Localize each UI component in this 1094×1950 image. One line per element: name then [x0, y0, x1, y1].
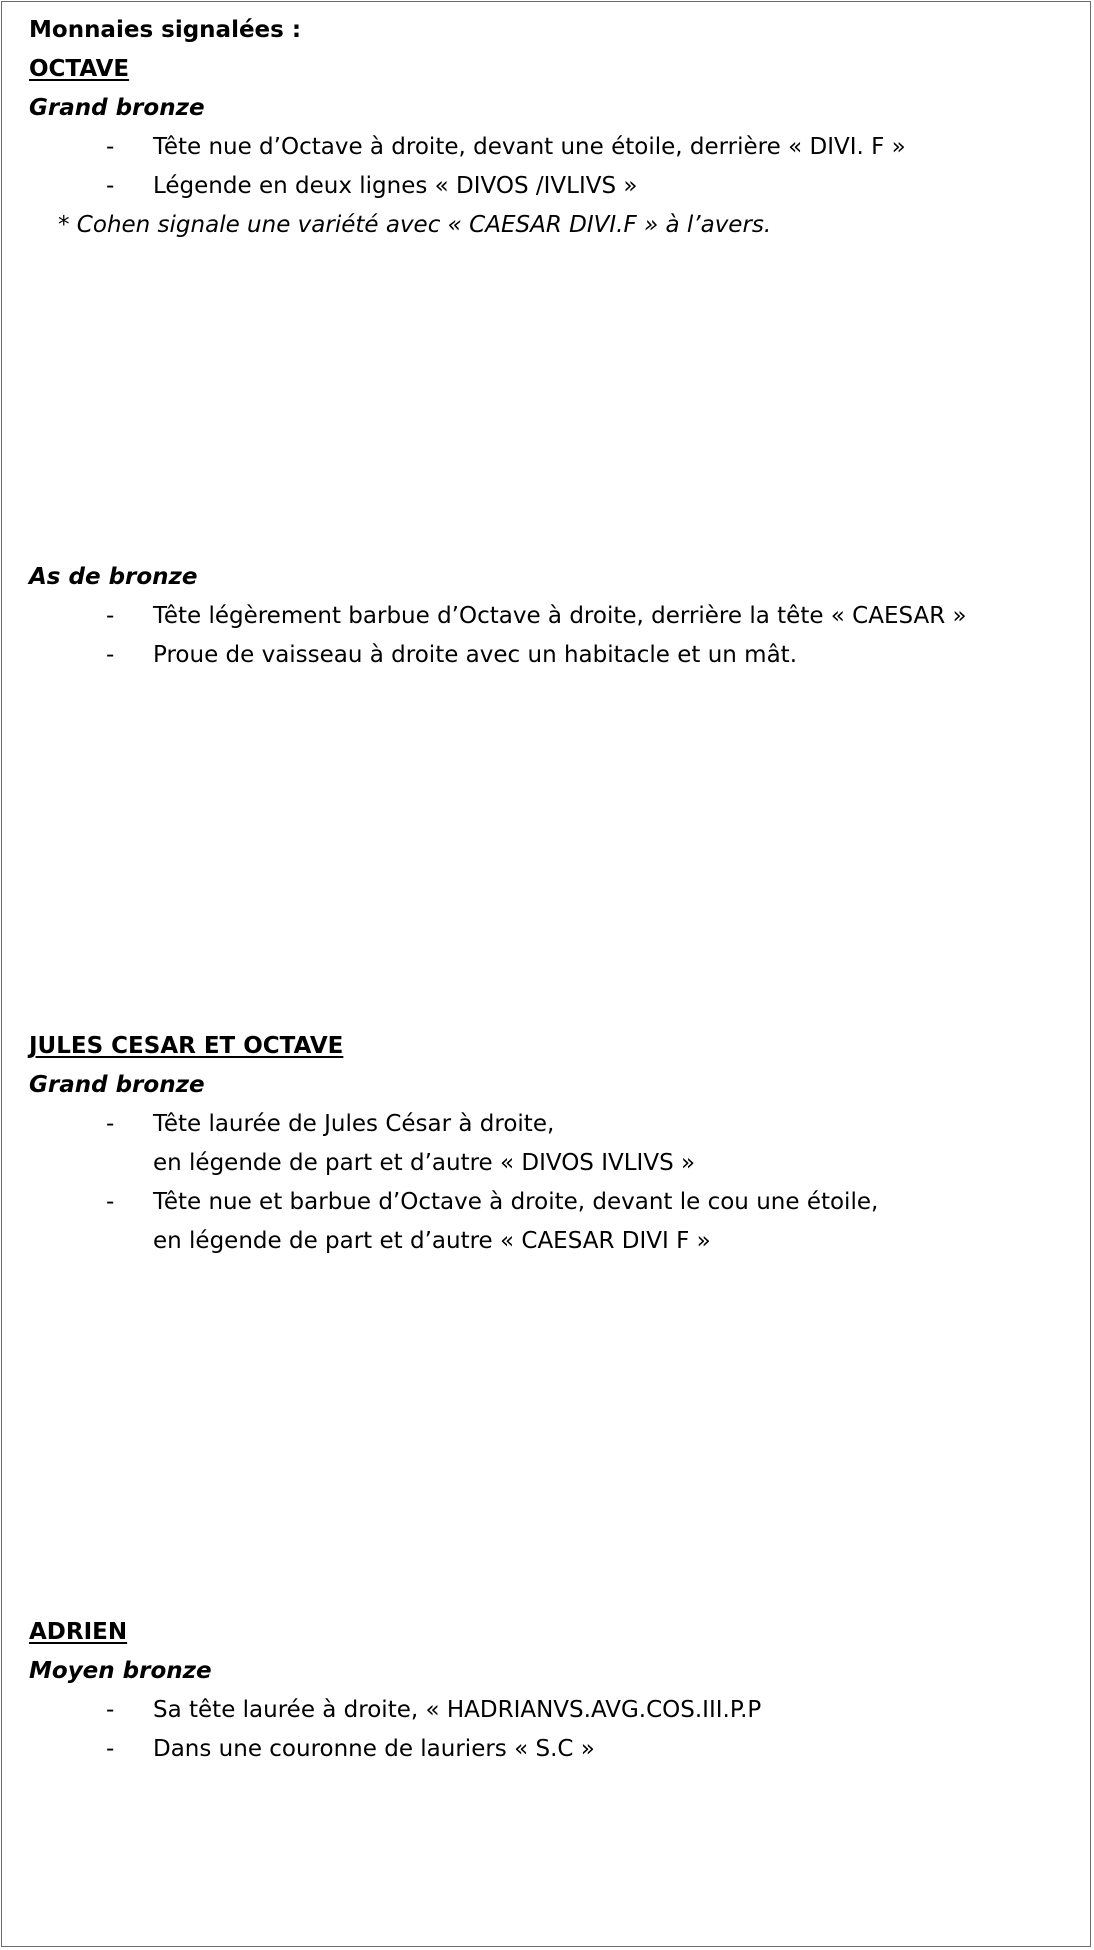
- list-item: Sa tête laurée à droite, « HADRIANVS.AVG.COS.III.P.P: [153, 1697, 762, 1723]
- coin-type-octave-as-de-bronze: As de bronze: [29, 564, 198, 590]
- coin-type-octave-grand-bronze: Grand bronze: [29, 95, 205, 121]
- list-bullet: -: [106, 1189, 115, 1215]
- list-item: Tête légèrement barbue d’Octave à droite, derrière la tête « CAESAR »: [153, 603, 967, 629]
- list-bullet: -: [106, 1697, 115, 1723]
- list-bullet: -: [106, 173, 115, 199]
- list-item: Tête laurée de Jules César à droite,: [153, 1111, 555, 1137]
- coin-type-adrien-moyen-bronze: Moyen bronze: [29, 1658, 212, 1684]
- list-item: Proue de vaisseau à droite avec un habitacle et un mât.: [153, 642, 797, 668]
- section-heading-adrien: ADRIEN: [29, 1619, 128, 1645]
- coin-type-jules-cesar-grand-bronze: Grand bronze: [29, 1072, 205, 1098]
- list-item: Tête nue et barbue d’Octave à droite, devant le cou une étoile,: [153, 1189, 879, 1215]
- list-item: Tête nue d’Octave à droite, devant une étoile, derrière « DIVI. F »: [153, 134, 906, 160]
- document-frame: [1, 1, 1091, 1947]
- list-bullet: -: [106, 603, 115, 629]
- list-bullet: -: [106, 1111, 115, 1137]
- list-item: en légende de part et d’autre « DIVOS IVLIVS »: [153, 1150, 696, 1176]
- section-heading-jules-cesar-et-octave: JULES CESAR ET OCTAVE: [29, 1033, 344, 1059]
- list-bullet: -: [106, 642, 115, 668]
- cohen-note: * Cohen signale une variété avec « CAESAR DIVI.F » à l’avers.: [58, 212, 772, 238]
- list-item: Dans une couronne de lauriers « S.C »: [153, 1736, 595, 1762]
- section-heading-octave: OCTAVE: [29, 56, 130, 82]
- list-bullet: -: [106, 134, 115, 160]
- page-title: Monnaies signalées :: [29, 17, 302, 43]
- list-bullet: -: [106, 1736, 115, 1762]
- list-item: en légende de part et d’autre « CAESAR DIVI F »: [153, 1228, 711, 1254]
- list-item: Légende en deux lignes « DIVOS /IVLIVS »: [153, 173, 638, 199]
